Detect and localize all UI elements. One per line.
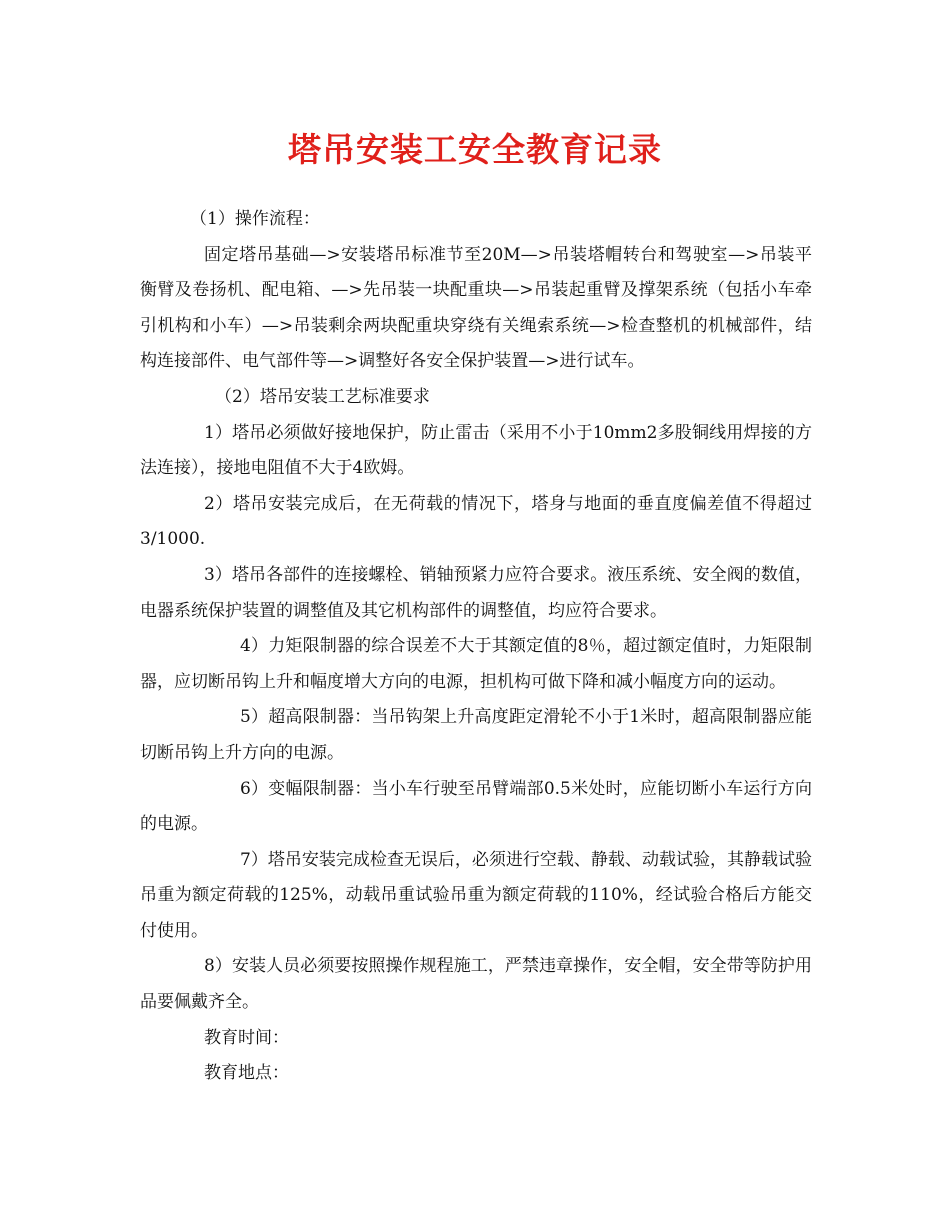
requirement-item-5: 5）超高限制器：当吊钩架上升高度距定滑轮不小于1米时，超高限制器应能切断吊钩上升方向的电源。	[140, 707, 812, 763]
section-1-body: 固定塔吊基础—>安装塔吊标准节至20M—>吊装塔帽转台和驾驶室—>吊装平衡臂及卷扬机、配电箱、—>先吊装一块配重块—>吊装起重臂及撑架系统（包括小车牵引机构和小车）—>吊装剩余两块配重块穿绕有关绳索系统—>检查整机的机械部件，结构连接部件、电气部件等—>调整好各安全保护装置—>进行试车。	[140, 244, 812, 372]
requirement-item-2: 2）塔吊安装完成后，在无荷载的情况下，塔身与地面的垂直度偏差值不得超过3/1000.	[140, 493, 812, 550]
requirement-item-3: 3）塔吊各部件的连接螺栓、销轴预紧力应符合要求。液压系统、安全阀的数值，电器系统保护装置的调整值及其它机构部件的调整值，均应符合要求。	[140, 564, 812, 621]
requirement-item-8: 8）安装人员必须要按照操作规程施工，严禁违章操作，安全帽，安全带等防护用品要佩戴齐全。	[140, 956, 812, 1013]
document-title: 塔吊安装工安全教育记录	[288, 130, 662, 169]
requirement-item-6: 6）变幅限制器：当小车行驶至吊臂端部0.5米处时，应能切断小车运行方向的电源。	[140, 778, 812, 835]
requirement-item-7: 7）塔吊安装完成检查无误后，必须进行空载、静载、动载试验，其静载试验吊重为额定荷载的125%，动载吊重试验吊重为额定荷载的110%，经试验合格后方能交付使用。	[140, 849, 812, 941]
section-2-heading: （2）塔吊安装工艺标准要求	[215, 386, 430, 407]
section-1-heading: （1）操作流程：	[190, 209, 320, 229]
requirement-item-4: 4）力矩限制器的综合误差不大于其额定值的8％，超过额定值时，力矩限制器，应切断吊钩上升和幅度增大方向的电源，担机构可做下降和减小幅度方向的运动。	[140, 636, 812, 692]
requirement-item-1: 1）塔吊必须做好接地保护，防止雷击（采用不小于10mm2多股铜线用焊接的方法连接），接地电阻值不大于4欧姆。	[140, 422, 812, 479]
education-time-label: 教育时间：	[204, 1027, 289, 1048]
document-body	[140, 202, 812, 1092]
education-place-label: 教育地点：	[204, 1063, 289, 1084]
